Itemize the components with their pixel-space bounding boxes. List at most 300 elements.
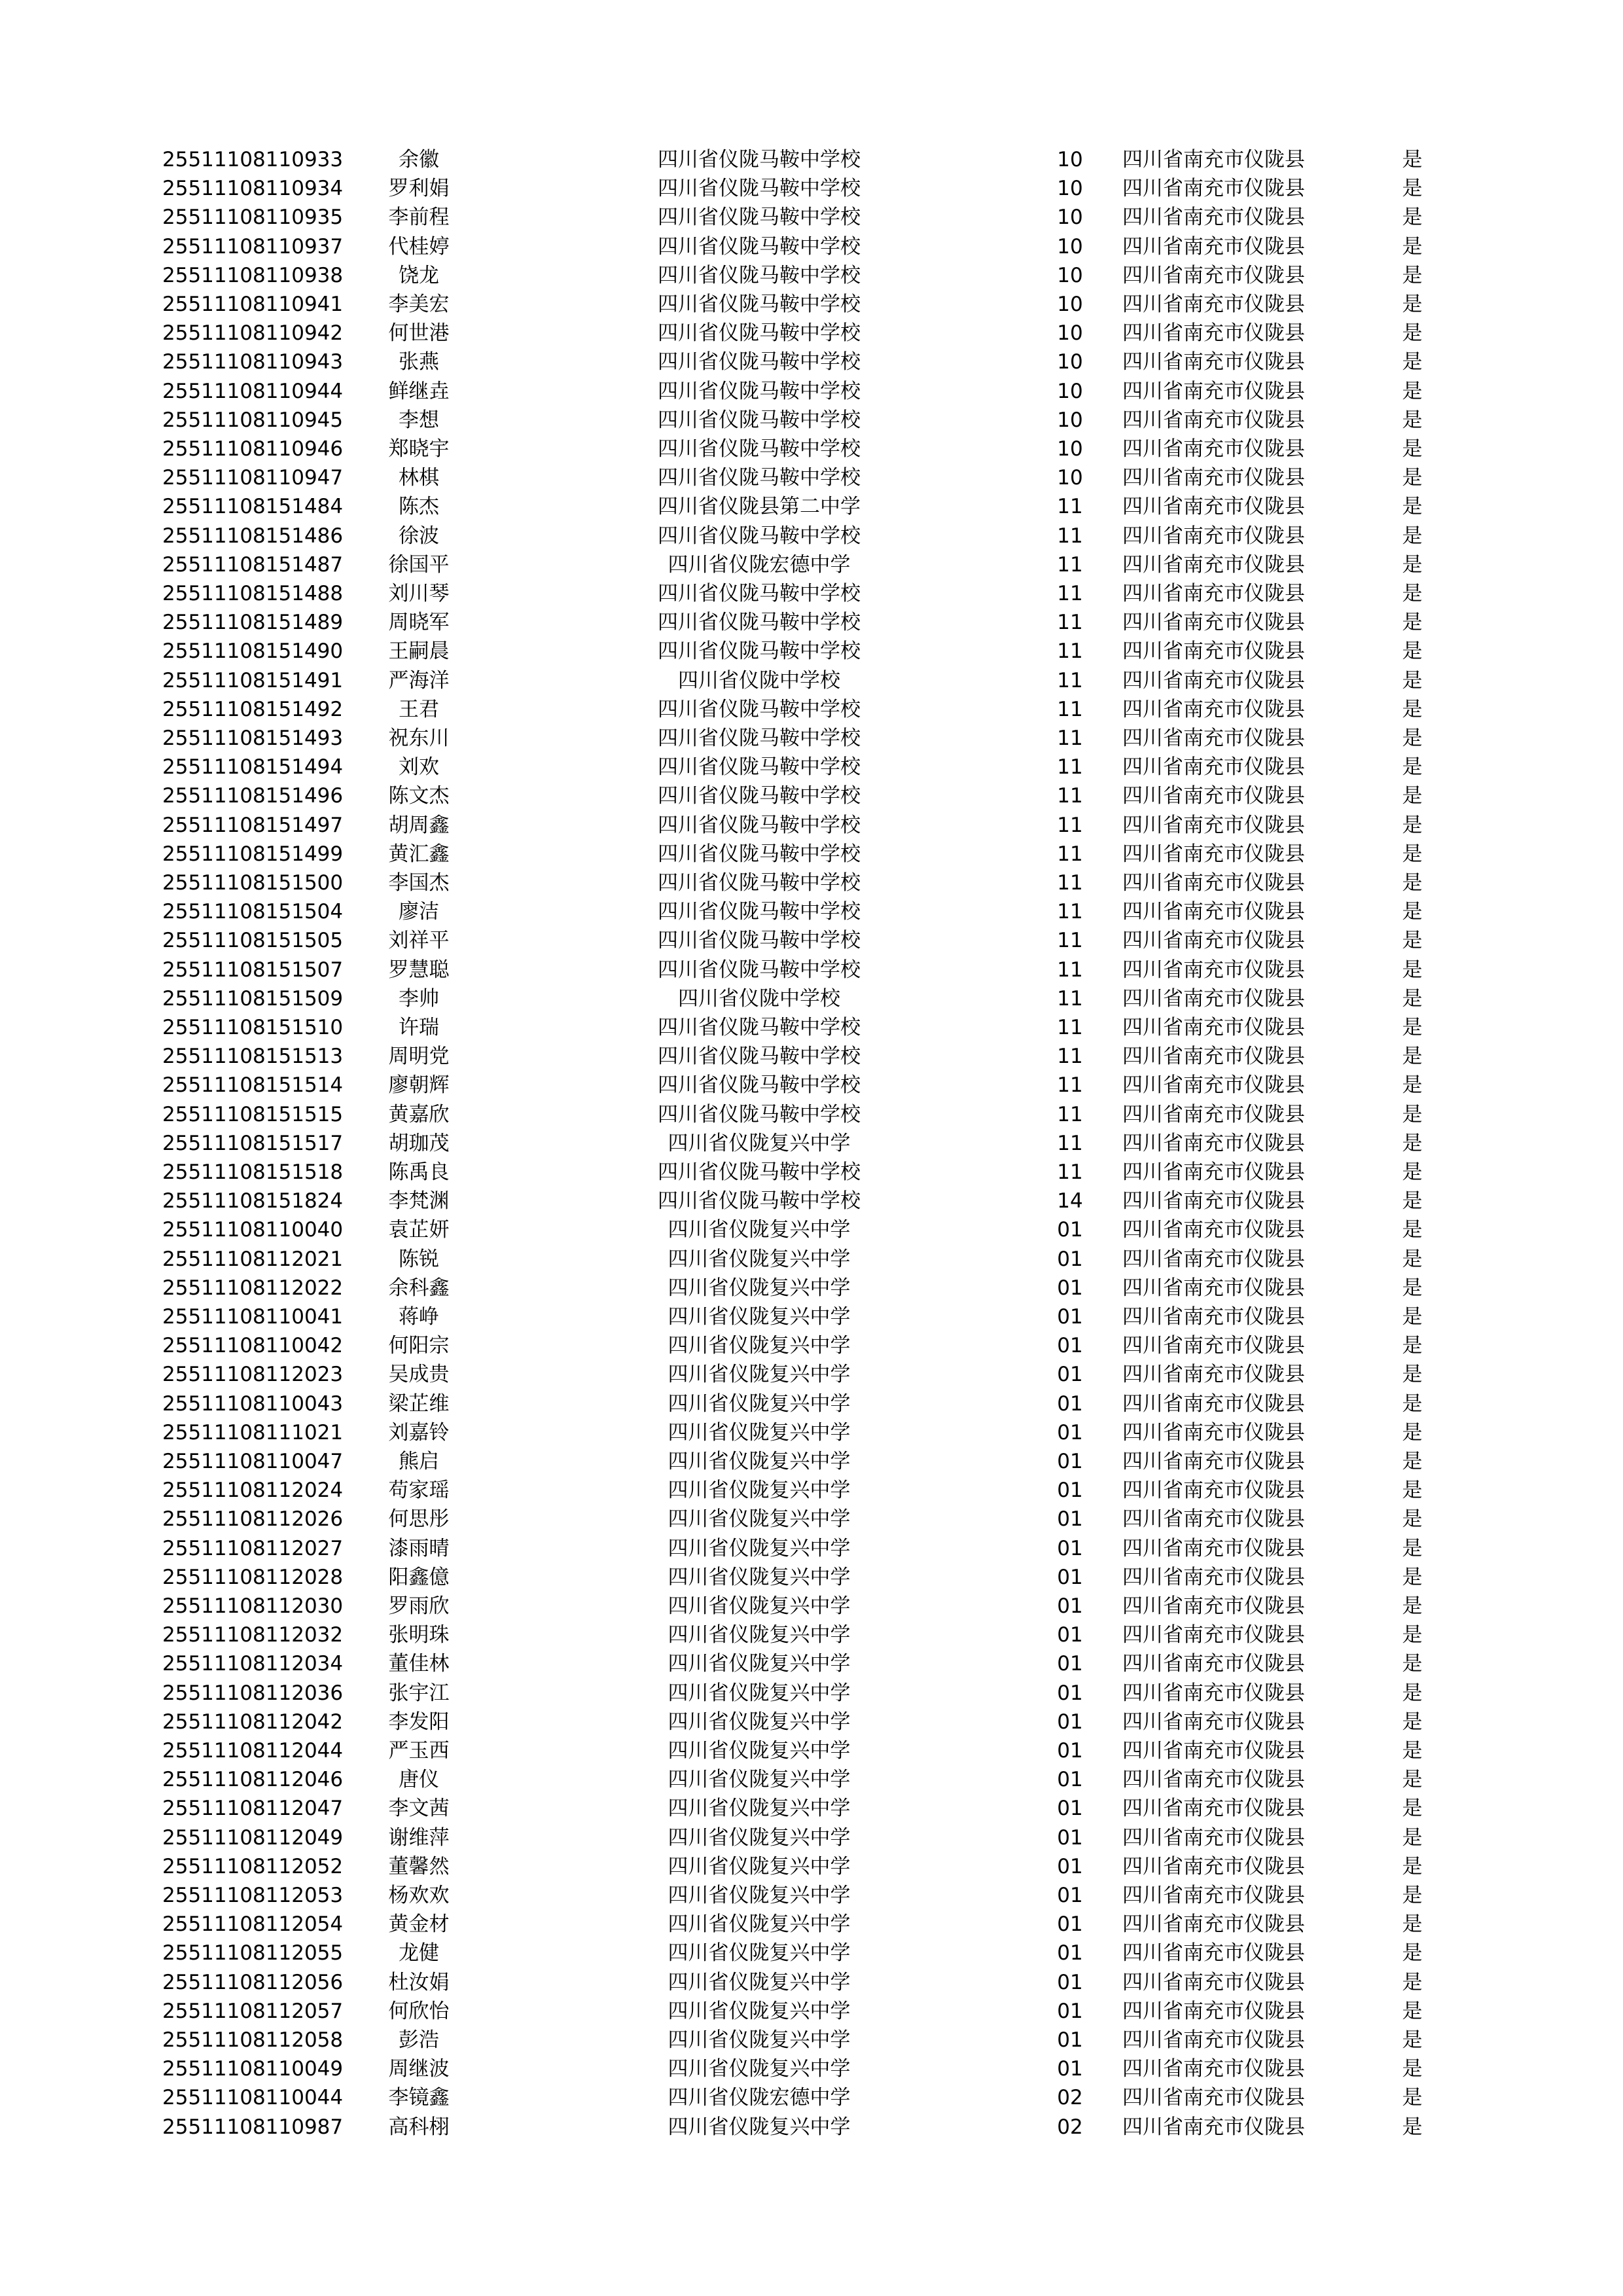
row-id: 25511108110944: [162, 379, 344, 403]
row-school: 四川省仪陇复兴中学: [668, 1391, 851, 1416]
row-region: 四川省南充市仪陇县: [1122, 1710, 1305, 1734]
row-school: 四川省仪陇马鞍中学校: [658, 350, 861, 374]
row-id: 25511108112056: [162, 1970, 344, 1994]
row-school: 四川省仪陇马鞍中学校: [658, 639, 861, 664]
row-code: 10: [1057, 437, 1083, 461]
row-name: 董佳林: [388, 1652, 450, 1676]
row-school: 四川省仪陇马鞍中学校: [658, 379, 861, 403]
row-code: 11: [1057, 668, 1083, 692]
row-name: 罗雨欣: [388, 1594, 450, 1618]
row-school: 四川省仪陇马鞍中学校: [658, 234, 861, 259]
row-region: 四川省南充市仪陇县: [1122, 582, 1305, 605]
row-region: 四川省南充市仪陇县: [1122, 1073, 1305, 1098]
row-flag: 是: [1402, 1739, 1423, 1763]
row-code: 01: [1057, 1594, 1083, 1618]
row-school: 四川省仪陇马鞍中学校: [658, 842, 861, 866]
row-id: 25511108112023: [162, 1363, 344, 1387]
row-code: 11: [1057, 495, 1083, 519]
row-code: 01: [1057, 1970, 1083, 1994]
table-row: [0, 1360, 1623, 1389]
table-row: [0, 1649, 1623, 1678]
row-code: 01: [1057, 1710, 1083, 1734]
row-flag: 是: [1402, 1854, 1423, 1878]
table-row: [0, 579, 1623, 608]
row-school: 四川省仪陇马鞍中学校: [658, 524, 861, 548]
row-school: 四川省仪陇复兴中学: [668, 1131, 851, 1155]
row-region: 四川省南充市仪陇县: [1122, 206, 1305, 230]
row-flag: 是: [1402, 611, 1423, 635]
row-name: 徐波: [399, 524, 439, 548]
row-id: 25511108151492: [162, 697, 344, 721]
row-name: 王嗣晨: [388, 639, 450, 664]
row-region: 四川省南充市仪陇县: [1122, 2028, 1305, 2052]
row-name: 罗利娟: [388, 177, 450, 201]
row-name: 余科鑫: [388, 1276, 450, 1300]
row-code: 11: [1057, 755, 1083, 780]
row-code: 10: [1057, 350, 1083, 374]
row-flag: 是: [1402, 177, 1423, 201]
row-name: 龙健: [399, 1941, 439, 1965]
row-region: 四川省南充市仪陇县: [1122, 1825, 1305, 1850]
row-code: 11: [1057, 842, 1083, 866]
row-flag: 是: [1402, 350, 1423, 374]
row-name: 李发阳: [388, 1710, 450, 1734]
row-name: 周晓军: [388, 611, 450, 635]
row-code: 11: [1057, 813, 1083, 837]
row-region: 四川省南充市仪陇县: [1122, 1276, 1305, 1300]
row-region: 四川省南充市仪陇县: [1122, 1391, 1305, 1416]
row-name: 何欣怡: [388, 1999, 450, 2023]
row-id: 25511108112054: [162, 1912, 344, 1937]
row-id: 25511108151493: [162, 726, 344, 750]
row-id: 25511108110049: [162, 2057, 344, 2081]
row-name: 饶龙: [399, 263, 439, 287]
row-id: 25511108110946: [162, 437, 344, 461]
row-id: 25511108151488: [162, 582, 344, 605]
table-row: [0, 1274, 1623, 1302]
row-school: 四川省仪陇马鞍中学校: [658, 755, 861, 780]
table-row: [0, 1331, 1623, 1360]
row-region: 四川省南充市仪陇县: [1122, 1797, 1305, 1821]
row-name: 王君: [399, 697, 439, 721]
row-code: 11: [1057, 1131, 1083, 1155]
row-name: 张宇江: [388, 1681, 450, 1705]
row-region: 四川省南充市仪陇县: [1122, 929, 1305, 953]
row-code: 01: [1057, 1854, 1083, 1878]
row-code: 11: [1057, 900, 1083, 924]
row-name: 李美宏: [388, 293, 450, 316]
row-code: 10: [1057, 408, 1083, 432]
row-code: 10: [1057, 293, 1083, 316]
row-flag: 是: [1402, 1189, 1423, 1213]
row-region: 四川省南充市仪陇县: [1122, 639, 1305, 664]
row-id: 25511108151500: [162, 871, 344, 895]
row-flag: 是: [1402, 206, 1423, 230]
table-row: [0, 1476, 1623, 1505]
row-school: 四川省仪陇马鞍中学校: [658, 1160, 861, 1184]
row-region: 四川省南充市仪陇县: [1122, 321, 1305, 346]
row-code: 11: [1057, 1102, 1083, 1126]
row-flag: 是: [1402, 1102, 1423, 1126]
row-school: 四川省仪陇马鞍中学校: [658, 263, 861, 287]
row-school: 四川省仪陇马鞍中学校: [658, 177, 861, 201]
row-name: 杜汝娟: [388, 1970, 450, 1994]
table-row: [0, 1592, 1623, 1621]
table-row: [0, 781, 1623, 810]
table-row: [0, 1505, 1623, 1534]
row-id: 25511108112036: [162, 1681, 344, 1705]
table-row: [0, 984, 1623, 1013]
row-id: 25511108112024: [162, 1479, 344, 1503]
row-school: 四川省仪陇马鞍中学校: [658, 1189, 861, 1213]
row-code: 01: [1057, 1768, 1083, 1792]
row-flag: 是: [1402, 2086, 1423, 2110]
row-school: 四川省仪陇复兴中学: [668, 1941, 851, 1965]
row-name: 许瑞: [399, 1016, 439, 1039]
row-code: 01: [1057, 1652, 1083, 1676]
row-name: 吴成贵: [388, 1363, 450, 1387]
table-row: [0, 1042, 1623, 1071]
row-region: 四川省南充市仪陇县: [1122, 1970, 1305, 1994]
row-flag: 是: [1402, 1073, 1423, 1098]
row-name: 阳鑫億: [388, 1565, 450, 1589]
row-code: 11: [1057, 552, 1083, 577]
table-row: [0, 637, 1623, 666]
row-region: 四川省南充市仪陇县: [1122, 1102, 1305, 1126]
row-flag: 是: [1402, 2115, 1423, 2139]
table-row: [0, 926, 1623, 955]
row-id: 25511108112027: [162, 1536, 344, 1560]
row-name: 郑晓宇: [388, 437, 450, 461]
row-id: 25511108151824: [162, 1189, 344, 1213]
row-code: 10: [1057, 177, 1083, 201]
table-row: [0, 348, 1623, 376]
row-id: 25511108110987: [162, 2115, 344, 2139]
row-name: 严海洋: [388, 668, 450, 692]
row-school: 四川省仪陇马鞍中学校: [658, 611, 861, 635]
row-flag: 是: [1402, 1797, 1423, 1821]
row-region: 四川省南充市仪陇县: [1122, 668, 1305, 692]
row-flag: 是: [1402, 1825, 1423, 1850]
row-id: 25511108112032: [162, 1623, 344, 1647]
table-row: [0, 1302, 1623, 1331]
table-row: [0, 1418, 1623, 1447]
row-id: 25511108110937: [162, 234, 344, 259]
row-flag: 是: [1402, 697, 1423, 721]
row-school: 四川省仪陇马鞍中学校: [658, 1102, 861, 1126]
row-school: 四川省仪陇马鞍中学校: [658, 1045, 861, 1069]
row-name: 黄汇鑫: [388, 842, 450, 866]
row-code: 01: [1057, 1479, 1083, 1503]
row-region: 四川省南充市仪陇县: [1122, 1131, 1305, 1155]
row-school: 四川省仪陇马鞍中学校: [658, 900, 861, 924]
row-region: 四川省南充市仪陇县: [1122, 871, 1305, 895]
table-row: [0, 608, 1623, 637]
row-region: 四川省南充市仪陇县: [1122, 726, 1305, 750]
row-code: 01: [1057, 1391, 1083, 1416]
row-region: 四川省南充市仪陇县: [1122, 813, 1305, 837]
row-school: 四川省仪陇马鞍中学校: [658, 813, 861, 837]
row-id: 25511108112030: [162, 1594, 344, 1618]
row-region: 四川省南充市仪陇县: [1122, 900, 1305, 924]
row-name: 代桂婷: [388, 234, 450, 259]
row-code: 11: [1057, 611, 1083, 635]
row-region: 四川省南充市仪陇县: [1122, 293, 1305, 316]
row-school: 四川省仪陇复兴中学: [668, 1420, 851, 1444]
row-id: 25511108110934: [162, 177, 344, 201]
row-name: 余徽: [399, 148, 439, 171]
row-flag: 是: [1402, 1479, 1423, 1503]
row-id: 25511108112053: [162, 1884, 344, 1907]
row-name: 刘祥平: [388, 929, 450, 953]
row-region: 四川省南充市仪陇县: [1122, 1189, 1305, 1213]
row-region: 四川省南充市仪陇县: [1122, 524, 1305, 548]
row-school: 四川省仪陇复兴中学: [668, 1450, 851, 1473]
table-row: [0, 1158, 1623, 1187]
row-id: 25511108110040: [162, 1218, 344, 1242]
row-school: 四川省仪陇马鞍中学校: [658, 293, 861, 316]
row-flag: 是: [1402, 1652, 1423, 1676]
row-code: 11: [1057, 958, 1083, 982]
row-name: 鲜继垚: [388, 379, 450, 403]
row-flag: 是: [1402, 437, 1423, 461]
row-name: 张燕: [399, 350, 439, 374]
row-id: 25511108112034: [162, 1652, 344, 1676]
row-school: 四川省仪陇中学校: [678, 986, 840, 1011]
row-school: 四川省仪陇复兴中学: [668, 1999, 851, 2023]
table-row: [0, 1765, 1623, 1794]
row-flag: 是: [1402, 900, 1423, 924]
row-name: 苟家瑶: [388, 1479, 450, 1503]
row-flag: 是: [1402, 408, 1423, 432]
row-region: 四川省南充市仪陇县: [1122, 755, 1305, 780]
row-flag: 是: [1402, 293, 1423, 316]
row-name: 高科栩: [388, 2115, 450, 2139]
row-flag: 是: [1402, 1016, 1423, 1039]
row-flag: 是: [1402, 755, 1423, 780]
row-code: 01: [1057, 1218, 1083, 1242]
row-code: 01: [1057, 1739, 1083, 1763]
row-id: 25511108112021: [162, 1247, 344, 1271]
row-school: 四川省仪陇复兴中学: [668, 1681, 851, 1705]
row-school: 四川省仪陇复兴中学: [668, 1652, 851, 1676]
table-row: [0, 1447, 1623, 1476]
row-region: 四川省南充市仪陇县: [1122, 1565, 1305, 1589]
row-region: 四川省南充市仪陇县: [1122, 1594, 1305, 1618]
table-row: [0, 492, 1623, 521]
table-row: [0, 1881, 1623, 1910]
row-id: 25511108110042: [162, 1334, 344, 1358]
row-code: 11: [1057, 1160, 1083, 1184]
table-row: [0, 2026, 1623, 2054]
row-name: 徐国平: [388, 552, 450, 577]
row-region: 四川省南充市仪陇县: [1122, 1652, 1305, 1676]
table-row: [0, 174, 1623, 203]
row-code: 10: [1057, 206, 1083, 230]
row-id: 25511108112028: [162, 1565, 344, 1589]
row-region: 四川省南充市仪陇县: [1122, 177, 1305, 201]
row-school: 四川省仪陇马鞍中学校: [658, 929, 861, 953]
row-name: 周明党: [388, 1045, 450, 1069]
row-flag: 是: [1402, 1334, 1423, 1358]
row-flag: 是: [1402, 871, 1423, 895]
row-school: 四川省仪陇复兴中学: [668, 1797, 851, 1821]
row-code: 01: [1057, 1363, 1083, 1387]
row-code: 11: [1057, 784, 1083, 808]
row-id: 25511108151510: [162, 1016, 344, 1039]
row-code: 11: [1057, 639, 1083, 664]
row-region: 四川省南充市仪陇县: [1122, 1479, 1305, 1503]
row-id: 25511108110047: [162, 1450, 344, 1473]
row-id: 25511108110933: [162, 148, 344, 171]
row-flag: 是: [1402, 726, 1423, 750]
row-id: 25511108111021: [162, 1420, 344, 1444]
table-row: [0, 1794, 1623, 1823]
row-region: 四川省南充市仪陇县: [1122, 1854, 1305, 1878]
row-code: 01: [1057, 1536, 1083, 1560]
row-school: 四川省仪陇复兴中学: [668, 1247, 851, 1271]
row-flag: 是: [1402, 1131, 1423, 1155]
table-row: [0, 1736, 1623, 1765]
row-id: 25511108110938: [162, 263, 344, 287]
table-row: [0, 319, 1623, 348]
row-school: 四川省仪陇马鞍中学校: [658, 1016, 861, 1039]
row-school: 四川省仪陇复兴中学: [668, 1854, 851, 1878]
row-flag: 是: [1402, 986, 1423, 1011]
row-flag: 是: [1402, 552, 1423, 577]
row-school: 四川省仪陇马鞍中学校: [658, 958, 861, 982]
row-flag: 是: [1402, 1999, 1423, 2023]
table-row: [0, 1939, 1623, 1967]
row-region: 四川省南充市仪陇县: [1122, 1247, 1305, 1271]
row-code: 01: [1057, 1999, 1083, 2023]
row-school: 四川省仪陇马鞍中学校: [658, 408, 861, 432]
row-id: 25511108151514: [162, 1073, 344, 1098]
row-school: 四川省仪陇马鞍中学校: [658, 466, 861, 490]
row-id: 25511108110945: [162, 408, 344, 432]
row-school: 四川省仪陇复兴中学: [668, 1710, 851, 1734]
row-flag: 是: [1402, 1391, 1423, 1416]
row-school: 四川省仪陇复兴中学: [668, 2057, 851, 2081]
row-school: 四川省仪陇复兴中学: [668, 1594, 851, 1618]
row-flag: 是: [1402, 639, 1423, 664]
row-region: 四川省南充市仪陇县: [1122, 1305, 1305, 1329]
row-name: 李梵渊: [388, 1189, 450, 1213]
row-id: 25511108110941: [162, 293, 344, 316]
row-id: 25511108110942: [162, 321, 344, 346]
row-region: 四川省南充市仪陇县: [1122, 1912, 1305, 1937]
row-id: 25511108151507: [162, 958, 344, 982]
table-row: [0, 1129, 1623, 1158]
row-code: 10: [1057, 263, 1083, 287]
table-row: [0, 377, 1623, 406]
row-region: 四川省南充市仪陇县: [1122, 1045, 1305, 1069]
row-flag: 是: [1402, 668, 1423, 692]
row-code: 01: [1057, 1941, 1083, 1965]
table-row: [0, 1852, 1623, 1881]
row-code: 11: [1057, 929, 1083, 953]
row-region: 四川省南充市仪陇县: [1122, 1536, 1305, 1560]
row-code: 01: [1057, 1420, 1083, 1444]
row-id: 25511108151494: [162, 755, 344, 780]
table-row: [0, 1968, 1623, 1997]
row-code: 11: [1057, 871, 1083, 895]
row-flag: 是: [1402, 582, 1423, 605]
row-region: 四川省南充市仪陇县: [1122, 263, 1305, 287]
row-school: 四川省仪陇复兴中学: [668, 1536, 851, 1560]
row-flag: 是: [1402, 466, 1423, 490]
row-code: 01: [1057, 1884, 1083, 1907]
row-flag: 是: [1402, 2057, 1423, 2081]
row-code: 02: [1057, 2115, 1083, 2139]
row-name: 张明珠: [388, 1623, 450, 1647]
row-school: 四川省仪陇宏德中学: [668, 552, 851, 577]
row-region: 四川省南充市仪陇县: [1122, 1363, 1305, 1387]
row-flag: 是: [1402, 495, 1423, 519]
row-flag: 是: [1402, 263, 1423, 287]
row-flag: 是: [1402, 1594, 1423, 1618]
row-id: 25511108151496: [162, 784, 344, 808]
row-school: 四川省仪陇复兴中学: [668, 1305, 851, 1329]
row-flag: 是: [1402, 1363, 1423, 1387]
row-name: 彭浩: [399, 2028, 439, 2052]
row-school: 四川省仪陇县第二中学: [658, 495, 861, 519]
table-row: [0, 666, 1623, 695]
table-row: [0, 724, 1623, 753]
table-row: [0, 1997, 1623, 2026]
row-school: 四川省仪陇宏德中学: [668, 2086, 851, 2110]
row-id: 25511108112052: [162, 1854, 344, 1878]
row-id: 25511108151509: [162, 986, 344, 1011]
row-flag: 是: [1402, 1536, 1423, 1560]
table-row: [0, 145, 1623, 174]
row-region: 四川省南充市仪陇县: [1122, 842, 1305, 866]
row-school: 四川省仪陇马鞍中学校: [658, 697, 861, 721]
row-region: 四川省南充市仪陇县: [1122, 1999, 1305, 2023]
row-region: 四川省南充市仪陇县: [1122, 986, 1305, 1011]
row-id: 25511108151491: [162, 668, 344, 692]
row-school: 四川省仪陇复兴中学: [668, 1884, 851, 1907]
row-flag: 是: [1402, 1941, 1423, 1965]
row-name: 陈文杰: [388, 784, 450, 808]
row-school: 四川省仪陇复兴中学: [668, 1912, 851, 1937]
row-name: 梁芷维: [388, 1391, 450, 1416]
row-id: 25511108110041: [162, 1305, 344, 1329]
row-id: 25511108110943: [162, 350, 344, 374]
row-school: 四川省仪陇马鞍中学校: [658, 437, 861, 461]
row-name: 胡珈茂: [388, 1131, 450, 1155]
row-id: 25511108112055: [162, 1941, 344, 1965]
row-region: 四川省南充市仪陇县: [1122, 1420, 1305, 1444]
row-name: 周继波: [388, 2057, 450, 2081]
row-region: 四川省南充市仪陇县: [1122, 437, 1305, 461]
row-flag: 是: [1402, 1507, 1423, 1532]
row-region: 四川省南充市仪陇县: [1122, 1160, 1305, 1184]
row-region: 四川省南充市仪陇县: [1122, 148, 1305, 171]
row-id: 25511108151486: [162, 524, 344, 548]
row-code: 11: [1057, 1016, 1083, 1039]
row-flag: 是: [1402, 1710, 1423, 1734]
row-school: 四川省仪陇马鞍中学校: [658, 871, 861, 895]
table-row: [0, 2054, 1623, 2083]
row-school: 四川省仪陇马鞍中学校: [658, 784, 861, 808]
row-region: 四川省南充市仪陇县: [1122, 1016, 1305, 1039]
table-row: [0, 1100, 1623, 1129]
row-flag: 是: [1402, 1768, 1423, 1792]
row-region: 四川省南充市仪陇县: [1122, 234, 1305, 259]
row-code: 11: [1057, 1073, 1083, 1098]
row-region: 四川省南充市仪陇县: [1122, 1768, 1305, 1792]
